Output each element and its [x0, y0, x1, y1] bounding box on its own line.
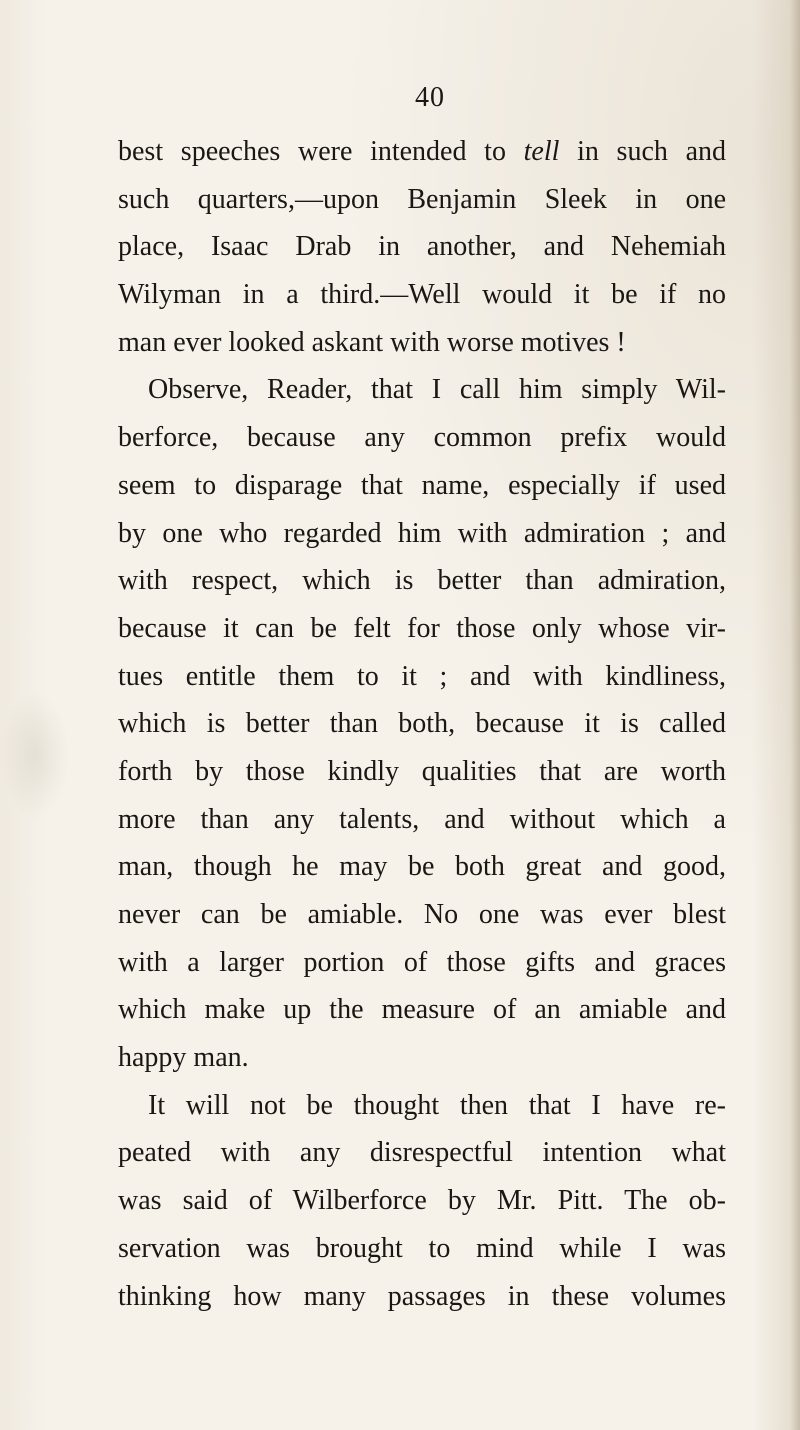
text-line: with respect, which is better than admiration, [118, 565, 726, 597]
text-line: best speeches were intended to tell in such and [118, 136, 726, 167]
page-number: 40 [415, 82, 445, 113]
text-line: which is better than both, because it is called [118, 708, 726, 740]
text-line: because it can be felt for those only whose vir- [118, 612, 726, 644]
text-line: was said of Wilberforce by Mr. Pitt. The ob- [118, 1185, 726, 1217]
text-line: seem to disparage that name, especially if used [118, 469, 726, 501]
text-line: peated with any disrespectful intention what [118, 1137, 726, 1169]
text-line: berforce, because any common prefix would [118, 422, 726, 454]
text-line: thinking how many passages in these volumes [118, 1280, 726, 1312]
emphasis-tell: tell [523, 136, 560, 167]
text-line: man, though he may be both great and good, [118, 851, 726, 883]
text-line: man ever looked askant with worse motives ! [118, 326, 626, 358]
paragraph-start-line: It will not be thought then that I have re- [148, 1089, 726, 1121]
text-line: Wilyman in a third.—Well would it be if no [118, 279, 726, 311]
text-line: tues entitle them to it ; and with kindliness, [118, 660, 726, 692]
paragraph-start-line: Observe, Reader, that I call him simply Wil- [148, 374, 726, 406]
text-line: servation was brought to mind while I was [118, 1232, 726, 1264]
text-line: happy man. [118, 1042, 249, 1074]
text-line: more than any talents, and without which a [118, 803, 726, 835]
body-text [118, 128, 726, 1320]
text-line: forth by those kindly qualities that are worth [118, 755, 726, 787]
page-edge-shadow [790, 0, 800, 1430]
text-line: which make up the measure of an amiable and [118, 994, 726, 1026]
text-line: by one who regarded him with admiration ; and [118, 517, 726, 549]
text-line: place, Isaac Drab in another, and Nehemiah [118, 231, 726, 263]
text-line: never can be amiable. No one was ever blest [118, 899, 726, 930]
text-line: with a larger portion of those gifts and graces [118, 946, 726, 978]
paper-stain [0, 690, 70, 820]
text-line: such quarters,—upon Benjamin Sleek in one [118, 183, 726, 215]
